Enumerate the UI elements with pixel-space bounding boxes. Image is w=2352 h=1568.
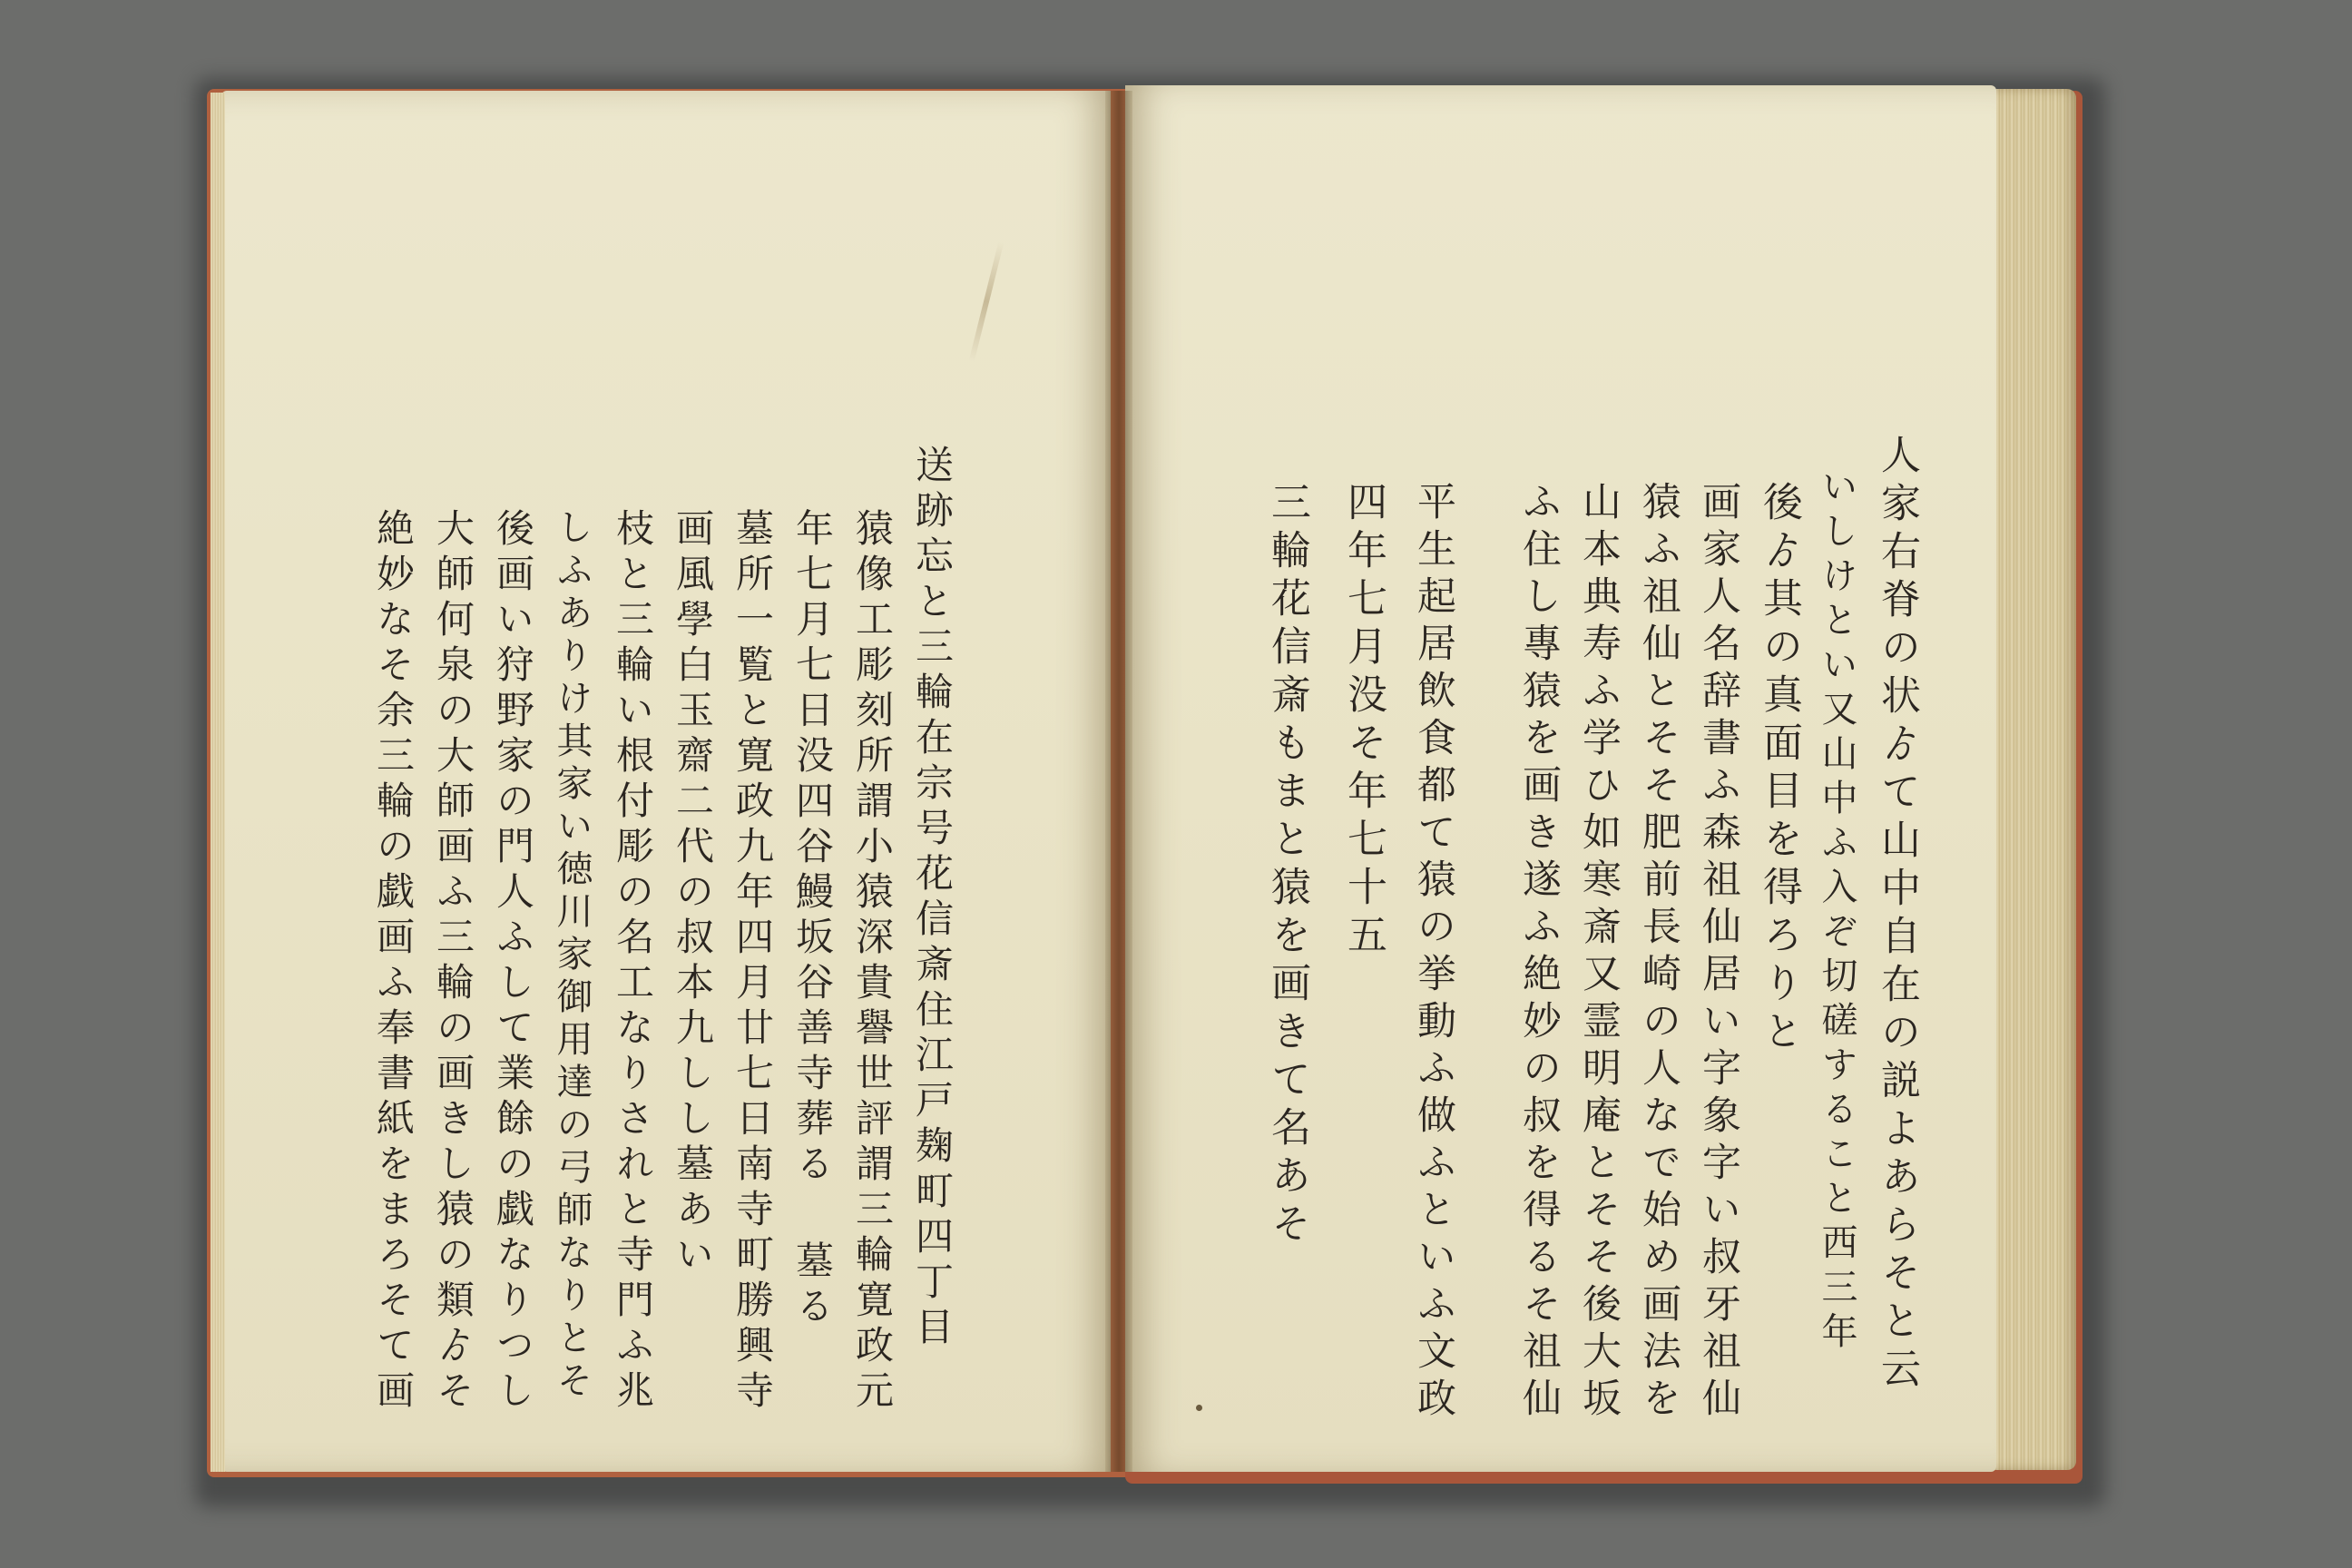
left-page [221, 91, 1111, 1472]
ink-spot [1196, 1405, 1202, 1411]
right-column-8: 平生起居飲食都て猿の挙動ふ做ふといふ文政 [1411, 481, 1456, 1425]
paper-stain [969, 241, 1004, 361]
left-page-edge [211, 93, 225, 1472]
right-column-6: 山本典寿ふ学ひ如寒斎又霊明庵とそそ後大坂 [1576, 481, 1622, 1425]
right-column-1: 人家右脊の状ゟて山中自在の説よあらそと云 [1874, 434, 1920, 1396]
right-column-9: 四年七月没そ年七十五 [1340, 481, 1387, 962]
right-column-4: 画家人名辞書ふ森祖仙居い字象字い叔牙祖仙 [1696, 481, 1741, 1425]
right-column-7: ふ住し專猿を画き遂ふ絶妙の叔を得るそ祖仙 [1516, 481, 1562, 1425]
right-column-3: 後ゟ其の真面目を得ろりと [1756, 481, 1802, 1058]
left-column-2: 猿像工彫刻所謂小猿深貴譽世評謂三輪寛政元 [850, 508, 895, 1416]
right-column-2: いしけとい又山中ふ入ぞ切磋すること西三年 [1816, 467, 1857, 1357]
left-column-10: 絶妙なそ余三輪の戯画ふ奉書紙をまろそて画 [371, 508, 416, 1416]
left-column-5: 画風學白玉齋二代の叔本九しし墓あい [671, 508, 715, 1279]
left-column-9: 大師何泉の大師画ふ三輪の画きし猿の類ゟそ [431, 508, 475, 1416]
left-column-1: 送跡忘と三輪在宗号花信斎住江戸麹町四丁目 [910, 445, 955, 1352]
book-gutter [1105, 91, 1132, 1472]
left-column-3: 年七月七日没四谷鰻坂谷善寺葬る 墓る [790, 508, 835, 1331]
left-column-6: 枝と三輪い根付彫の名工なりされと寺門ふ兆 [611, 508, 655, 1416]
left-column-8: 後画い狩野家の門人ふして業餘の戯なりつし [491, 508, 535, 1416]
left-column-4: 墓所一覧と寛政九年四月廿七日南寺町勝興寺 [730, 508, 775, 1416]
left-column-7: しふありけ其家い徳川家御用達の弓師なりとそ [551, 508, 593, 1404]
right-column-10: 三輪花信斎もまと猿を画きて名あそ [1264, 481, 1310, 1250]
right-column-5: 猿ふ祖仙とそそ肥前長崎の人なで始め画法を [1636, 481, 1681, 1425]
